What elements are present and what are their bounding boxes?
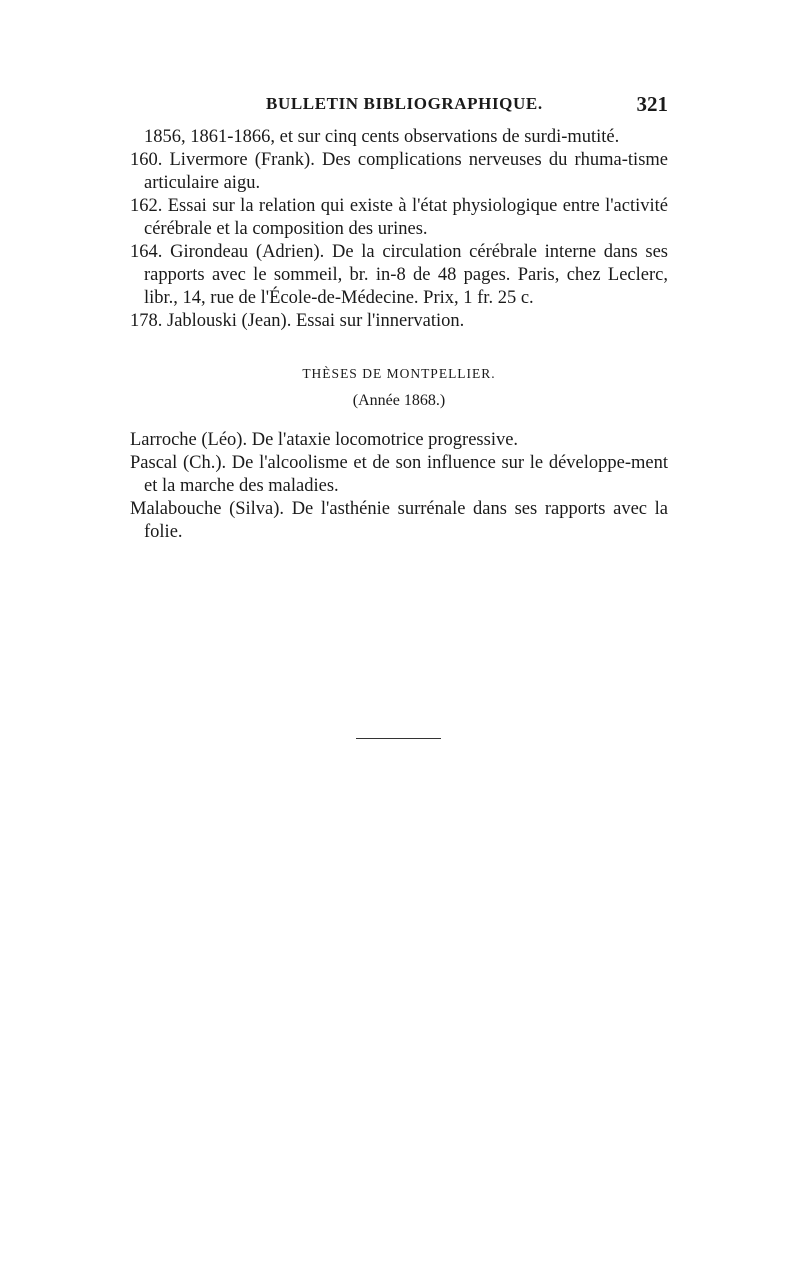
entry-178: 178. Jablouski (Jean). Essai sur l'innervation. [130, 311, 465, 331]
body-text [130, 126, 668, 544]
entry-164: 164. Girondeau (Adrien). De la circulation cérébrale interne dans ses rapports avec le sommeil, br. in-8 de 48 pages. Paris, chez Leclerc, libr., 14, rue de l'École-de-Médecine. Prix, 1 fr. 25 c. [130, 242, 668, 308]
entry-malabouche: Malabouche (Silva). De l'asthénie surrénale dans ses rapports avec la folie. [130, 499, 668, 542]
page-number: 321 [636, 92, 668, 116]
entry-160: 160. Livermore (Frank). Des complications nerveuses du rhuma-tisme articulaire aigu. [130, 150, 668, 193]
entry-pascal: Pascal (Ch.). De l'alcoolisme et de son influence sur le développe-ment et la marche des maladies. [130, 453, 668, 496]
section-heading: THÈSES DE MONTPELLIER. [302, 366, 496, 381]
entry-162: 162. Essai sur la relation qui existe à l'état physiologique entre l'activité cérébrale et la composition des urines. [130, 196, 668, 239]
closing-rule [356, 738, 441, 739]
entry-larroche: Larroche (Léo). De l'ataxie locomotrice progressive. [130, 430, 519, 450]
entry-continuation: 1856, 1861-1866, et sur cinq cents observations de surdi-mutité. [144, 127, 620, 147]
running-head [130, 92, 668, 122]
running-title: BULLETIN BIBLIOGRAPHIQUE. [266, 94, 543, 113]
section-subheading: (Année 1868.) [352, 392, 446, 409]
